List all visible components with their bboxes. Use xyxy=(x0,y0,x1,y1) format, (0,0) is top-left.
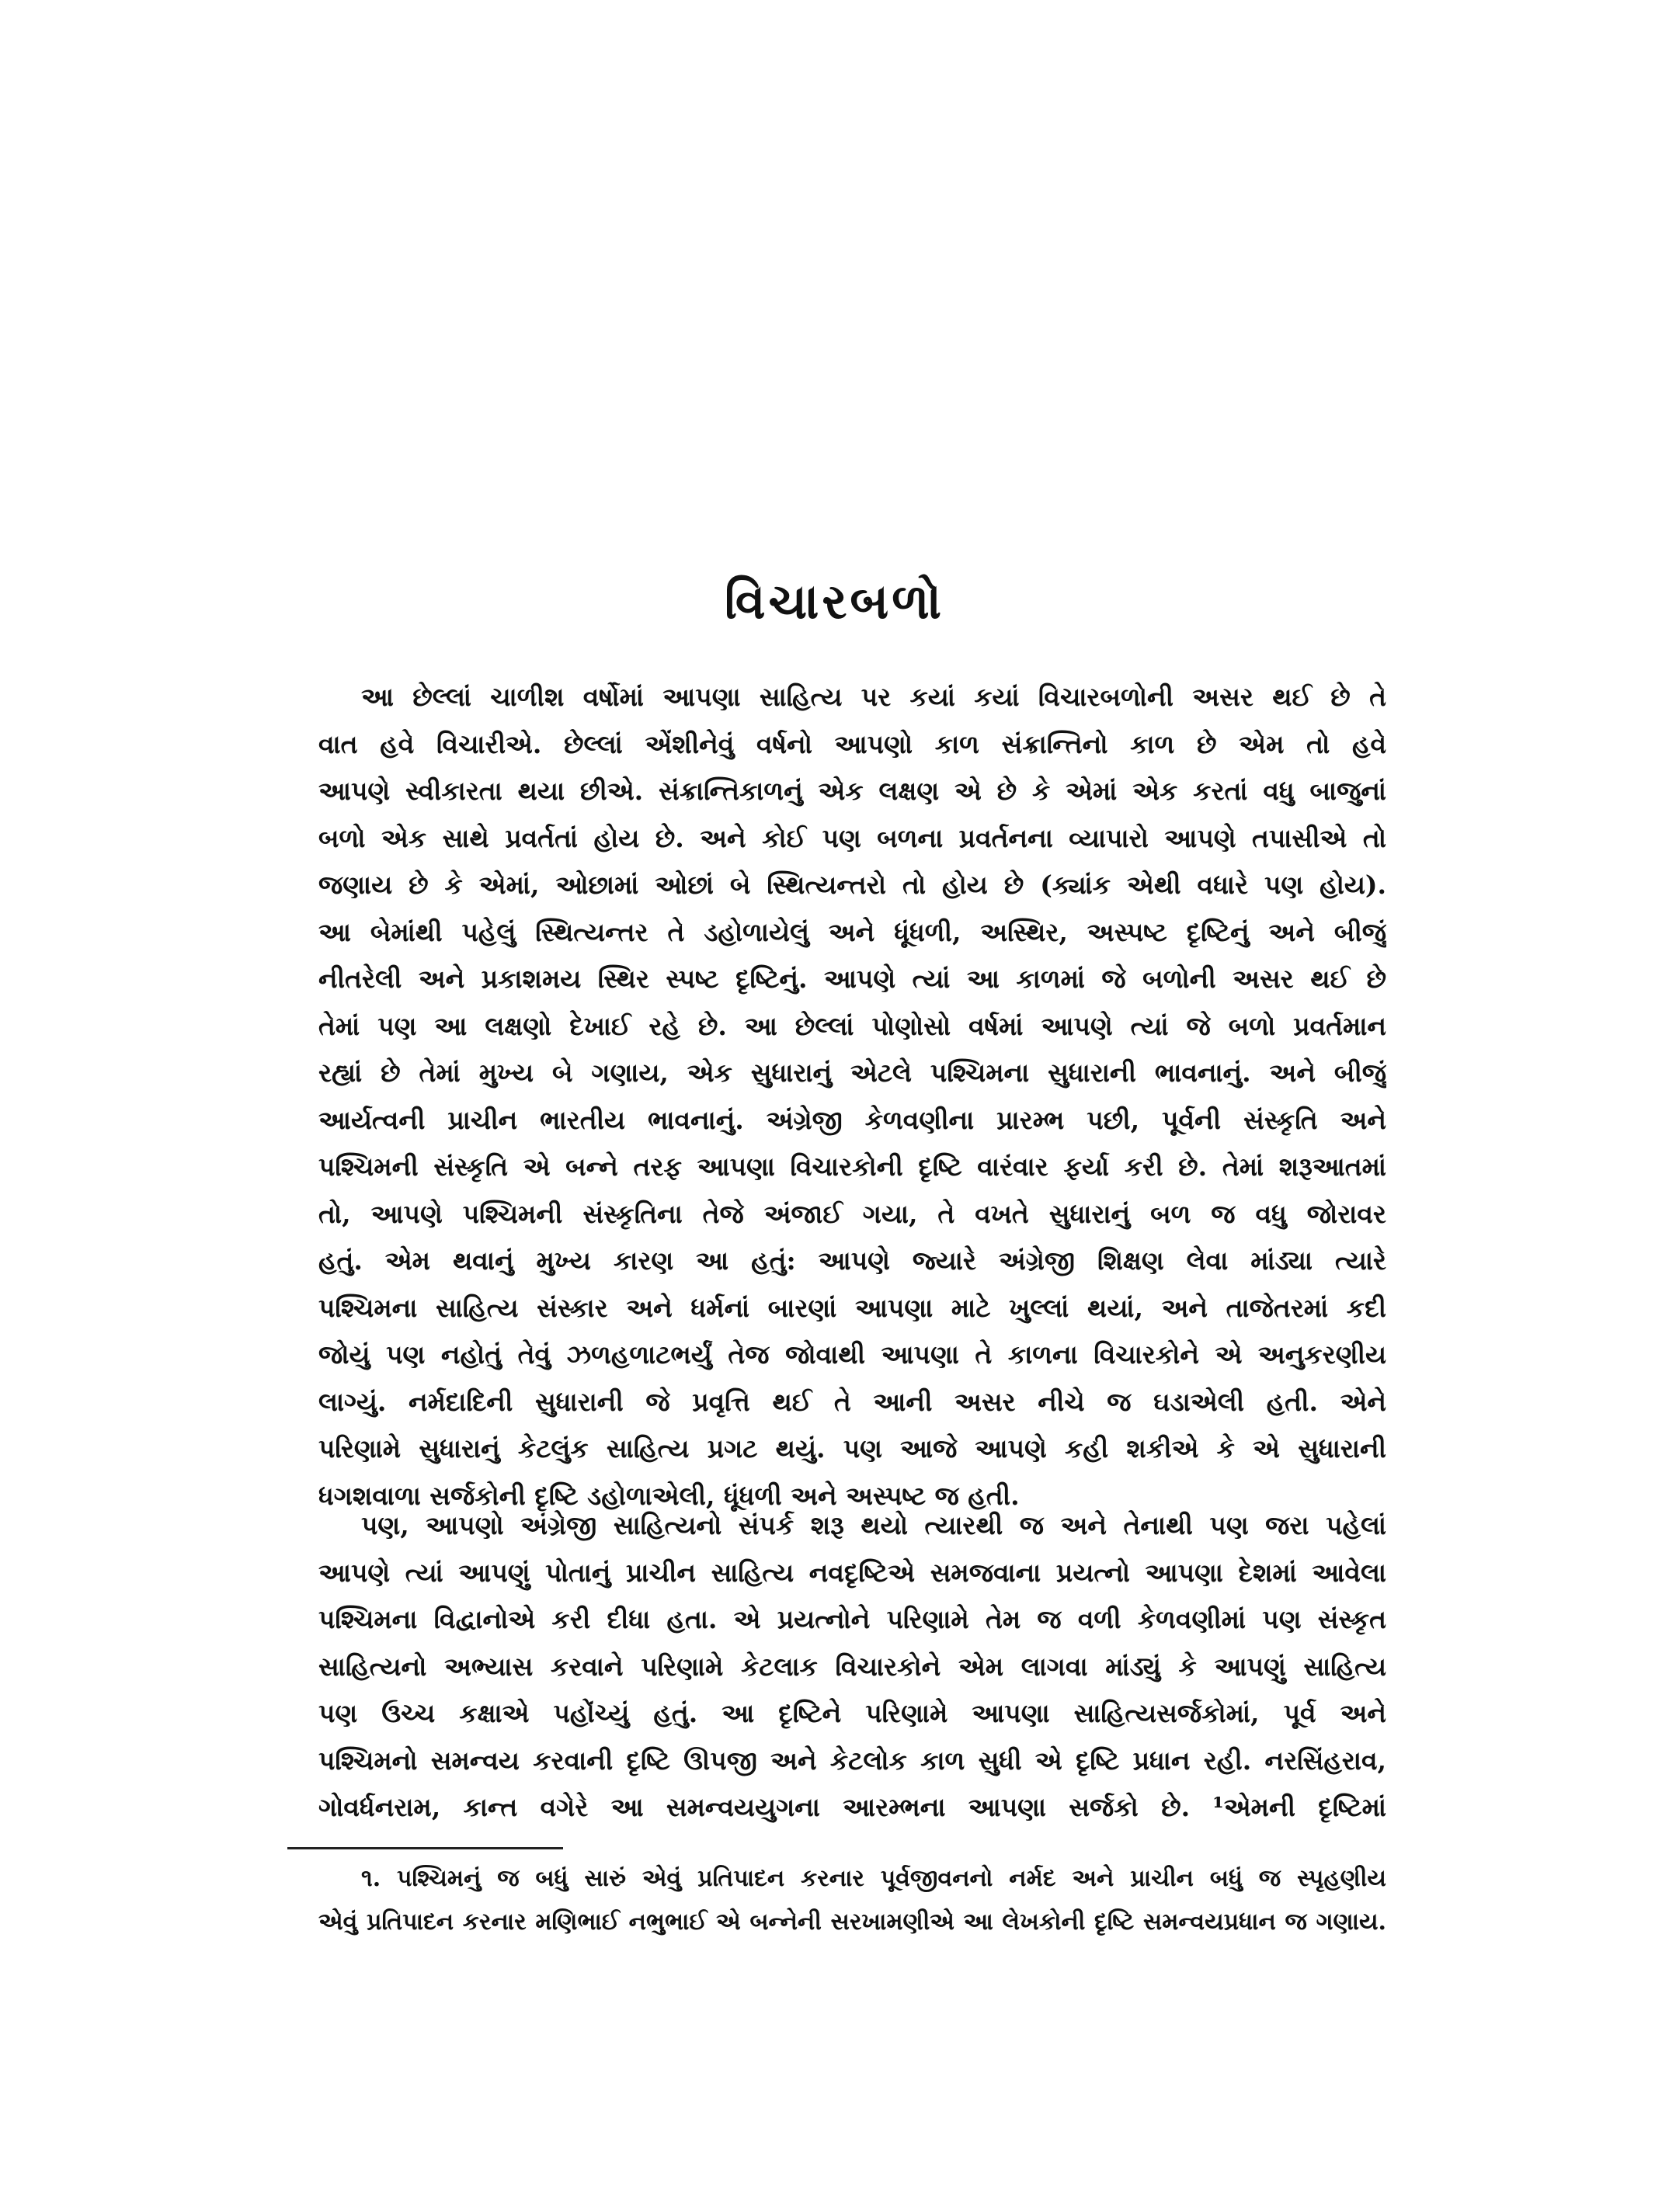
page-title: વિચારબળો xyxy=(724,573,945,630)
text-line: જણાય છે કે એમાં, ઓછામાં ઓછાં બે સ્થિત્યન્તરો તો હોય છે (ક્યાંક એથી વધારે પણ હોય). xyxy=(318,870,1386,900)
paragraph-1 xyxy=(318,674,1386,1519)
text-line: હતું. એમ થવાનું મુખ્ય કારણ આ હતું: આપણે જ્યારે અંગ્રેજી શિક્ષણ લેવા માંડ્યા ત્યારે xyxy=(318,1245,1386,1276)
paragraph-2 xyxy=(318,1502,1386,1832)
text-line: ગોવર્ધનરામ, કાન્ત વગેરે આ સમન્વયયુગના આરમ્ભના આપણા સર્જકો છે. ¹એમની દૃષ્ટિમાં xyxy=(318,1792,1386,1822)
text-line: પણ ઉચ્ચ કક્ષાએ પહોંચ્યું હતું. આ દૃષ્ટિને પરિણામે આપણા સાહિત્યસર્જકોમાં, પૂર્વ અને xyxy=(318,1698,1386,1728)
text-line: નીતરેલી અને પ્રકાશમય સ્થિર સ્પષ્ટ દૃષ્ટિનું. આપણે ત્યાં આ કાળમાં જે બળોની અસર થઈ છે xyxy=(318,964,1386,994)
text-line: આપણે સ્વીકારતા થયા છીએ. સંક્રાન્તિકાળનું એક લક્ષણ એ છે કે એમાં એક કરતાં વધુ બાજુનાં xyxy=(318,776,1386,806)
text-line: પણ, આપણો અંગ્રેજી સાહિત્યનો સંપર્ક શરૂ થયો ત્યારથી જ અને તેનાથી પણ જરા પહેલાં xyxy=(361,1510,1386,1540)
footnote-divider xyxy=(287,1847,563,1849)
text-line: પશ્ચિમની સંસ્કૃતિ એ બન્ને તરફ આપણા વિચારકોની દૃષ્ટિ વારંવાર ફર્યા કરી છે. તેમાં શરૂઆતમાં xyxy=(318,1151,1386,1182)
text-line: સાહિત્યનો અભ્યાસ કરવાને પરિણામે કેટલાક વિચારકોને એમ લાગવા માંડ્યું કે આપણું સાહિત્ય xyxy=(318,1651,1386,1682)
text-line: જોયું પણ નહોતું તેવું ઝળહળાટભર્યું તેજ જોવાથી આપણા તે કાળના વિચારકોને એ અનુકરણીય xyxy=(318,1339,1386,1370)
footnote-line: એવું પ્રતિપાદન કરનાર મણિભાઈ નભુભાઈ એ બન્નેની સરખામણીએ આ લેખકોની દૃષ્ટિ સમન્વયપ્રધાન જ ગણાય. xyxy=(318,1908,1386,1936)
text-line: તો, આપણે પશ્ચિમની સંસ્કૃતિના તેજે અંજાઈ ગયા, તે વખતે સુધારાનું બળ જ વધુ જોરાવર xyxy=(318,1198,1386,1229)
text-line: આ બેમાંથી પહેલું સ્થિત્યન્તર તે ડહોળાયેલું અને ધૂંધળી, અસ્થિર, અસ્પષ્ટ દૃષ્ટિનું અને બીજું xyxy=(318,916,1386,947)
text-line: બળો એક સાથે પ્રવર્તતાં હોય છે. અને કોઈ પણ બળના પ્રવર્તનના વ્યાપારો આપણે તપાસીએ તો xyxy=(318,822,1386,853)
text-line: પરિણામે સુધારાનું કેટલુંક સાહિત્ય પ્રગટ થયું. પણ આજે આપણે કહી શકીએ કે એ સુધારાની xyxy=(318,1433,1386,1464)
footnote xyxy=(318,1857,1386,1944)
text-line: રહ્યાં છે તેમાં મુખ્ય બે ગણાય, એક સુધારાનું એટલે પશ્ચિમના સુધારાની ભાવનાનું. અને બીજું xyxy=(318,1057,1386,1088)
text-line: લાગ્યું. નર્મદાદિની સુધારાની જે પ્રવૃત્તિ થઈ તે આની અસર નીચે જ ઘડાએલી હતી. એને xyxy=(318,1386,1386,1417)
text-line: આ છેલ્લાં ચાળીશ વર્ષોમાં આપણા સાહિત્ય પર કયાં કયાં વિચારબળોની અસર થઈ છે તે xyxy=(361,682,1386,712)
text-line: આર્યત્વની પ્રાચીન ભારતીય ભાવનાનું. અંગ્રેજી કેળવણીના પ્રારમ્ભ પછી, પૂર્વની સંસ્કૃતિ અને xyxy=(318,1104,1386,1135)
text-line: ધગશવાળા સર્જકોની દૃષ્ટિ ડહોળાએલી, ધૂંધળી અને અસ્પષ્ટ જ હતી. xyxy=(318,1480,1020,1511)
text-line: આપણે ત્યાં આપણું પોતાનું પ્રાચીન સાહિત્ય નવદૃષ્ટિએ સમજવાના પ્રયત્નો આપણા દેશમાં આવેલા xyxy=(318,1557,1386,1588)
footnote-line: ૧. પશ્ચિમનું જ બધું સારું એવું પ્રતિપાદન કરનાર પૂર્વજીવનનો નર્મદ અને પ્રાચીન બધું જ સ્પૃહણીય xyxy=(361,1865,1386,1892)
text-line: પશ્ચિમના વિદ્વાનોએ કરી દીધા હતા. એ પ્રયત્નોને પરિણામે તેમ જ વળી કેળવણીમાં પણ સંસ્કૃત xyxy=(318,1604,1386,1634)
text-line: પશ્ચિમના સાહિત્ય સંસ્કાર અને ધર્મનાં બારણાં આપણા માટે ખુલ્લાં થયાં, અને તાજેતરમાં કદી xyxy=(318,1292,1386,1323)
text-line: પશ્ચિમનો સમન્વય કરવાની દૃષ્ટિ ઊપજી અને કેટલોક કાળ સુધી એ દૃષ્ટિ પ્રધાન રહી. નરસિંહરાવ, xyxy=(318,1745,1386,1776)
text-line: તેમાં પણ આ લક્ષણો દેખાઈ રહે છે. આ છેલ્લાં પોણોસો વર્ષમાં આપણે ત્યાં જે બળો પ્રવર્તમાન xyxy=(318,1010,1386,1041)
text-line: વાત હવે વિચારીએ. છેલ્લાં એંશીનેવું વર્ષનો આપણો કાળ સંક્રાન્તિનો કાળ છે એમ તો હવે xyxy=(318,728,1386,759)
